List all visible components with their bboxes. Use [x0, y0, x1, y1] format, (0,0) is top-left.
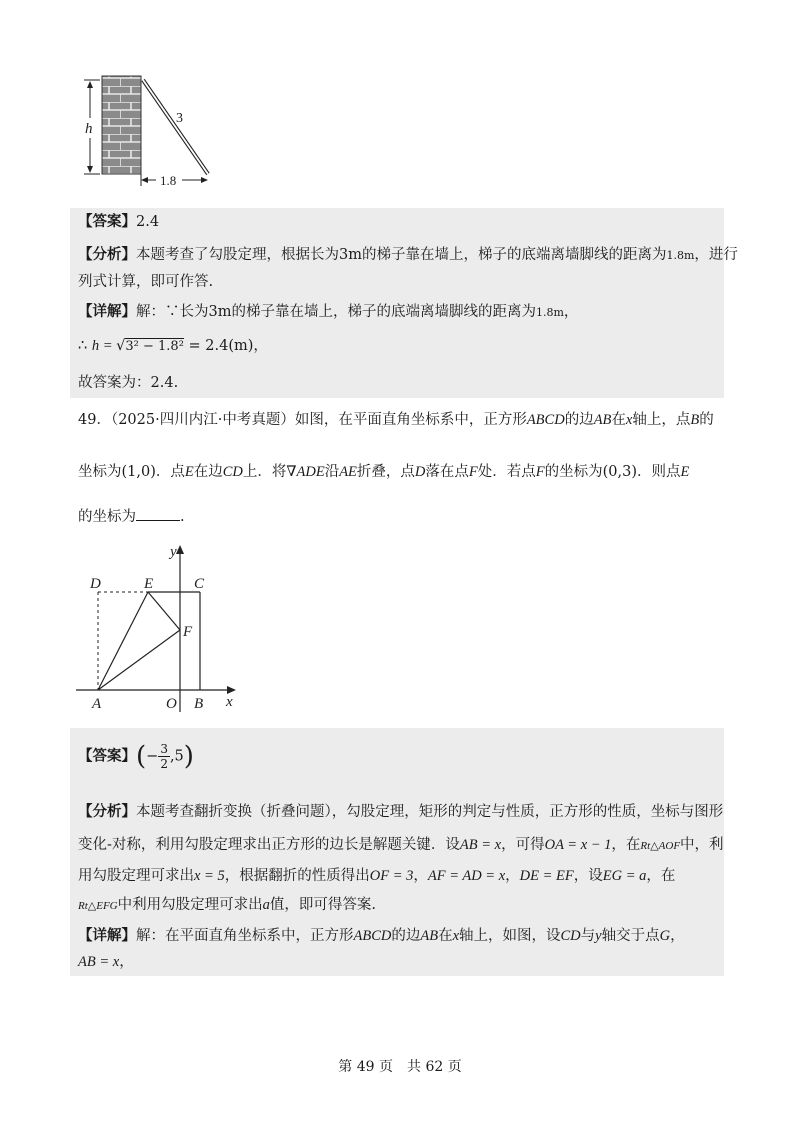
problem-text: 上．将 [242, 464, 287, 480]
answer-tag: 【答案】 [78, 213, 136, 230]
analysis-text: 中利用勾股定理可求出 [117, 897, 263, 913]
analysis-text: 本题考查了勾股定理，根据长为 [136, 247, 339, 263]
problem-text: 的 [699, 412, 714, 428]
analysis-text: 本题考查翻折变换（折叠问题），勾股定理，矩形的判定与性质，正方形的性质，坐标与图形 [136, 804, 724, 820]
length-value: 3m [339, 247, 362, 263]
formula-lhs: h = [91, 338, 117, 354]
detail-text: ， [563, 304, 579, 320]
answer-tag: 【答案】 [78, 747, 136, 765]
formula-rhs: = 2.4(m) [183, 338, 254, 354]
analysis-text: ，在 [611, 837, 641, 853]
problem-text: . [180, 509, 185, 525]
analysis-text: 用勾股定理可求出 [78, 868, 194, 884]
math-ab: AB [420, 928, 439, 944]
detail-2-line2 [78, 952, 134, 972]
problem-source: （2025·四川内江·中考真题） [110, 412, 295, 428]
problem-text: 在边 [193, 464, 223, 480]
math-triangle: Rt△AOF [640, 840, 681, 852]
base-length-label: 1.8 [160, 173, 177, 188]
detail-text: 轴上，如图，设 [459, 928, 561, 944]
distance-value: 1.8m [535, 306, 564, 319]
math-f: F [468, 464, 478, 480]
detail-text: ， [670, 928, 685, 944]
analysis-text: ，根据翻折的性质得出 [224, 868, 370, 884]
math-triangle: Rt△EFG [78, 900, 118, 912]
label-d: D [90, 576, 101, 592]
analysis-2-line2 [78, 835, 724, 856]
detail-tag: 【详解】 [78, 303, 136, 320]
analysis-text: ，进行 [694, 247, 738, 263]
length-value: 3m [208, 304, 232, 320]
problem-text: 在 [611, 412, 626, 428]
coordinate-square-figure [76, 540, 246, 715]
math-d: D [414, 464, 426, 480]
math-e: E [184, 464, 194, 480]
answer-blank [136, 506, 180, 521]
math-ab: AB [593, 412, 612, 428]
analysis-text: 的梯子靠在墙上，梯子的底端离墙脚线的距离为 [361, 247, 667, 263]
analysis-text: 值，即可得答案. [269, 897, 376, 913]
problem-text: 如图，在平面直角坐标系中，正方形 [294, 412, 527, 428]
label-e: E [144, 576, 154, 592]
problem-text: 的坐标为 [544, 464, 603, 480]
analysis-text: ， [413, 868, 428, 884]
analysis-text: 变化-对称，利用勾股定理求出正方形的边长是解题关键．设 [78, 837, 460, 853]
problem-text: 轴上，点 [632, 412, 691, 428]
problem-49-line3 [78, 506, 185, 527]
analysis-text: 中，利 [680, 837, 724, 853]
detail-text: 与 [580, 928, 596, 944]
therefore-symbol: ∴ [78, 338, 88, 354]
analysis-text: ，可得 [501, 837, 545, 853]
problem-text: 坐标为 [78, 464, 122, 480]
math-eq: AB = x [78, 954, 120, 970]
math-cd: CD [222, 464, 243, 480]
math-g: G [659, 928, 671, 944]
analysis-text: ，在 [646, 868, 676, 884]
detail-tag: 【详解】 [78, 927, 136, 944]
detail-2-line1 [78, 926, 685, 946]
final-value: 2.4 [150, 375, 174, 391]
label-f: F [183, 624, 193, 640]
point-f-coord: (0,3) [602, 464, 637, 480]
math-x: x [452, 928, 460, 944]
final-1-line [78, 373, 178, 393]
problem-49-line1 [78, 410, 714, 430]
analysis-2-line1 [78, 802, 723, 822]
math-cd: CD [560, 928, 581, 944]
detail-1-line1 [78, 302, 578, 323]
detail-text: 的梯子靠在墙上，梯子的底端离墙脚线的距离为 [231, 304, 536, 320]
fraction-denominator: 2 [160, 757, 168, 771]
ladder-wall-figure [76, 70, 226, 190]
final-text: 故答案为： [78, 375, 151, 391]
answer-rest: ,5 [169, 748, 184, 765]
h-label: h [85, 121, 93, 137]
analysis-1-line2: 列式计算，即可作答. [78, 274, 214, 290]
problem-number: 49． [78, 412, 111, 428]
math-eq: x = 5 [194, 868, 225, 884]
math-e: E [680, 464, 690, 480]
label-x: x [226, 694, 233, 710]
problem-49-line2 [78, 462, 689, 482]
math-eq: OF = 3 [369, 868, 414, 884]
analysis-text: ， [505, 868, 520, 884]
math-eq: AB = x [459, 837, 502, 853]
math-ae: AE [339, 464, 357, 480]
math-ade: ∇ADE [286, 464, 325, 480]
answer-2-line [78, 742, 194, 771]
problem-text: 落在点 [425, 464, 469, 480]
detail-text: 的边 [391, 928, 421, 944]
math-var: a [262, 897, 270, 913]
ladder-length-label: 3 [176, 111, 183, 126]
math-eq: EG = a [602, 868, 647, 884]
page-footer: 第 49 页 共 62 页 [338, 1059, 462, 1075]
detail-text: 在 [438, 928, 453, 944]
formula-1-line [78, 336, 268, 357]
radicand: 3² − 1.8² [125, 339, 184, 354]
analysis-2-line3 [78, 866, 675, 886]
formula-tail: ， [253, 338, 268, 354]
problem-text: 沿 [324, 464, 340, 480]
final-text: . [173, 375, 179, 391]
label-b: B [194, 696, 204, 712]
analysis-text: ，设 [573, 868, 603, 884]
answer-1-line [78, 212, 159, 232]
sqrt-symbol: √ [116, 338, 126, 354]
answer-value: 2.4 [136, 214, 160, 230]
problem-text: 折叠，点 [356, 464, 415, 480]
detail-text: 解：∵长为 [136, 304, 209, 320]
problem-text: 处．若点 [477, 464, 536, 480]
problem-text: 的边 [564, 412, 594, 428]
math-abcd: ABCD [353, 928, 392, 944]
math-eq: AF = AD = x [427, 868, 506, 884]
fraction-numerator: 3 [160, 742, 168, 756]
detail-text: 轴交于点 [601, 928, 660, 944]
problem-text: ．点 [155, 464, 185, 480]
distance-value: 1.8m [666, 249, 695, 262]
detail-text: 解：在平面直角坐标系中，正方形 [136, 928, 354, 944]
math-eq: OA = x − 1 [544, 837, 612, 853]
answer-fraction: (− $\frac{3}{2}$ ,5) [136, 741, 194, 772]
analysis-1-line1 [78, 245, 738, 266]
point-b-coord: (1,0) [121, 464, 156, 480]
math-y: y [595, 928, 602, 944]
math-abcd: ABCD [526, 412, 565, 428]
math-b: B [690, 412, 700, 428]
minus-sign: − [146, 748, 159, 765]
math-eq: DE = EF [519, 868, 574, 884]
label-o: O [166, 696, 177, 712]
label-c: C [194, 576, 205, 592]
problem-text: ．则点 [637, 464, 681, 480]
detail-text: ， [119, 954, 134, 970]
label-y: y [170, 544, 177, 560]
analysis-tag: 【分析】 [78, 803, 136, 820]
analysis-tag: 【分析】 [78, 246, 136, 263]
math-f: F [535, 464, 545, 480]
problem-text: 的坐标为 [78, 509, 136, 525]
label-a: A [92, 696, 102, 712]
math-x: x [625, 412, 633, 428]
analysis-2-line4 [78, 895, 376, 916]
brick-wall [102, 76, 141, 174]
